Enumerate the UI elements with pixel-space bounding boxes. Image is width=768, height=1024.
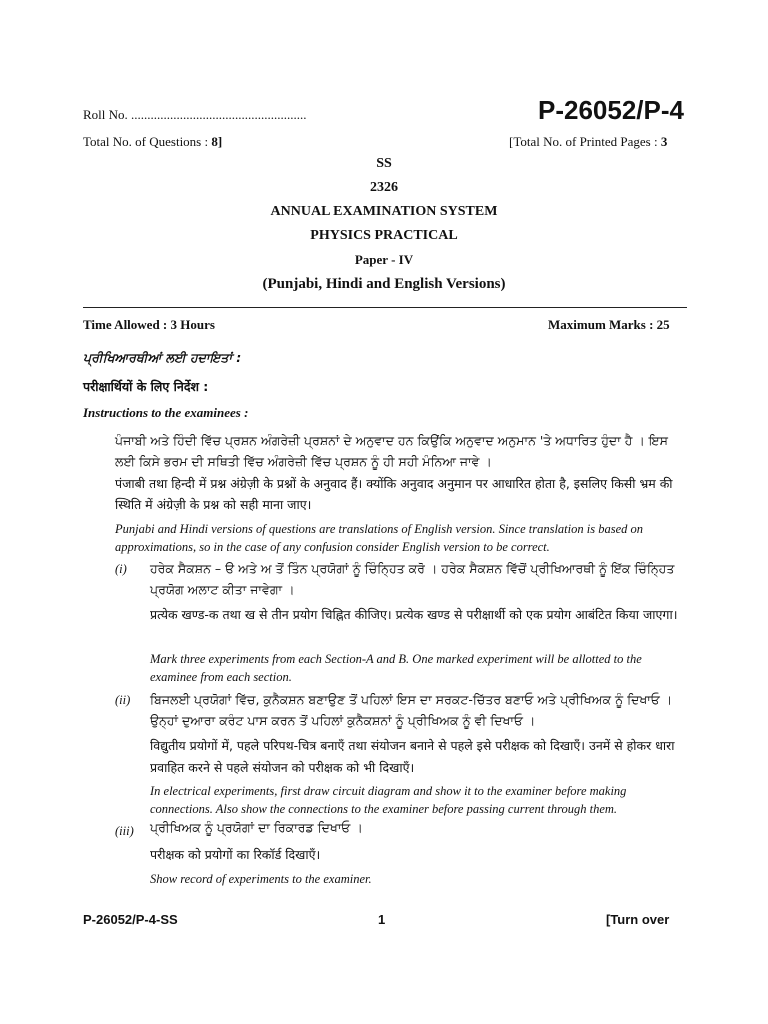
item-number: (i) (115, 562, 127, 576)
note-english: Punjabi and Hindi versions of questions are translations of English version. Since translation is based on approximations, so in the case of any confusion consider English version to be correct. (115, 522, 644, 554)
instructions-heading-hindi: परीक्षार्थियों के लिए निर्देश : (83, 379, 209, 394)
item-english: Mark three experiments from each Section-A and B. One marked experiment will be allotted to the examinee from each section. (150, 652, 642, 684)
time-allowed: Time Allowed : 3 Hours (83, 317, 215, 332)
header-divider (83, 307, 687, 308)
maximum-marks: Maximum Marks : 25 (548, 317, 670, 332)
paper-code: P-26052/P-4 (538, 95, 684, 125)
versions-note: (Punjabi, Hindi and English Versions) (262, 276, 506, 292)
note-punjabi: ਪੰਜਾਬੀ ਅਤੇ ਹਿੰਦੀ ਵਿੱਚ ਪ੍ਰਸ਼ਨ ਅੰਗਰੇਜ਼ੀ ਪ੍ਰਸ਼ਨਾਂ ਦੇ ਅਨੁਵਾਦ ਹਨ ਕਿਉਂਕਿ ਅਨੁਵਾਦ ਅਨੁਮਾਨ 'ਤੇ ਅਧਾਰਿਤ ਹੁੰਦਾ ਹੈ । ਇਸ ਲਈ ਕਿਸੇ ਭਰਮ ਦੀ ਸਥਿਤੀ ਵਿੱਚ ਅੰਗਰੇਜ਼ੀ ਵਿੱਚ ਪ੍ਰਸ਼ਨ ਨੂੰ ਹੀ ਸਹੀ ਮੰਨਿਆ ਜਾਵੇ । (115, 433, 668, 469)
serial-number: 2326 (370, 180, 398, 195)
subject-title: PHYSICS PRACTICAL (310, 228, 458, 243)
roll-number-line: Roll No. ...................................................... (83, 107, 307, 122)
footer-page-number: 1 (378, 912, 386, 927)
item-hindi: विद्युतीय प्रयोगों में, पहले परिपथ-चित्र बनाएँ तथा संयोजन बनाने से पहले इसे परीक्षक को दिखाएँ। उनमें से होकर धारा प्रवाहित करने से पहले संयोजन को परीक्षक को भी दिखाएँ। (150, 738, 675, 775)
note-hindi: पंजाबी तथा हिन्दी में प्रश्न अंग्रेज़ी के प्रश्नों के अनुवाद हैं। क्योंकि अनुवाद अनुमान पर आधारित होता है, इसलिए किसी भ्रम की स्थिति में अंग्रेज़ी के प्रश्न को सही माना जाए। (115, 476, 673, 512)
item-number: (iii) (115, 824, 134, 838)
item-number: (ii) (115, 693, 131, 707)
footer-paper-code: P-26052/P-4-SS (83, 912, 178, 927)
series-code: SS (376, 156, 392, 171)
item-english: In electrical experiments, first draw circuit diagram and show it to the examiner before making connections. Also show the connections to the examiner before passing current through them. (150, 784, 627, 816)
total-pages (509, 134, 667, 150)
item-english: Show record of experiments to the examiner. (150, 872, 372, 886)
item-hindi: परीक्षक को प्रयोगों का रिकॉर्ड दिखाएँ। (150, 847, 321, 862)
total-questions (83, 134, 222, 150)
instructions-heading-english: Instructions to the examinees : (83, 405, 249, 420)
item-punjabi: ਹਰੇਕ ਸੈਕਸ਼ਨ – ੳ ਅਤੇ ਅ ਤੋਂ ਤਿੰਨ ਪ੍ਰਯੋਗਾਂ ਨੂੰ ਚਿੰਨ੍ਹਿਤ ਕਰੋ । ਹਰੇਕ ਸੈਕਸ਼ਨ ਵਿੱਚੋਂ ਪ੍ਰੀਖਿਆਰਥੀ ਨੂੰ ਇੱਕ ਚਿੰਨ੍ਹਿਤ ਪ੍ਰਯੋਗ ਅਲਾਟ ਕੀਤਾ ਜਾਵੇਗਾ । (150, 561, 675, 597)
exam-system-title: ANNUAL EXAMINATION SYSTEM (270, 204, 498, 219)
total-questions-value: 8] (211, 134, 223, 149)
total-pages-value: 3 (660, 134, 668, 149)
instructions-heading-punjabi: ਪ੍ਰੀਖਿਆਰਥੀਆਂ ਲਈ ਹਦਾਇਤਾਂ : (83, 350, 242, 365)
item-hindi: प्रत्येक खण्ड-क तथा ख से तीन प्रयोग चिह्नित कीजिए। प्रत्येक खण्ड से परीक्षार्थी को एक प्रयोग आबंटित किया जाएगा। (150, 607, 678, 622)
paper-number: Paper - IV (354, 252, 414, 267)
total-pages-label: [Total No. of Printed Pages : (509, 134, 661, 149)
item-punjabi: ਪ੍ਰੀਖਿਅਕ ਨੂੰ ਪ੍ਰਯੋਗਾਂ ਦਾ ਰਿਕਾਰਡ ਦਿਖਾਓ । (150, 820, 363, 835)
total-questions-label: Total No. of Questions : (83, 134, 212, 149)
item-punjabi: ਬਿਜਲਈ ਪ੍ਰਯੋਗਾਂ ਵਿੱਚ, ਕੁਨੈਕਸ਼ਨ ਬਣਾਉਣ ਤੋਂ ਪਹਿਲਾਂ ਇਸ ਦਾ ਸਰਕਟ-ਚਿੱਤਰ ਬਣਾਓ ਅਤੇ ਪ੍ਰੀਖਿਅਕ ਨੂੰ ਦਿਖਾਓ । ਉਨ੍ਹਾਂ ਦੁਆਰਾ ਕਰੰਟ ਪਾਸ ਕਰਨ ਤੋਂ ਪਹਿਲਾਂ ਕੁਨੈਕਸ਼ਨਾਂ ਨੂੰ ਪ੍ਰੀਖਿਅਕ ਨੂੰ ਵੀ ਦਿਖਾਓ । (150, 692, 673, 728)
footer-turn-over: [Turn over (606, 912, 670, 927)
